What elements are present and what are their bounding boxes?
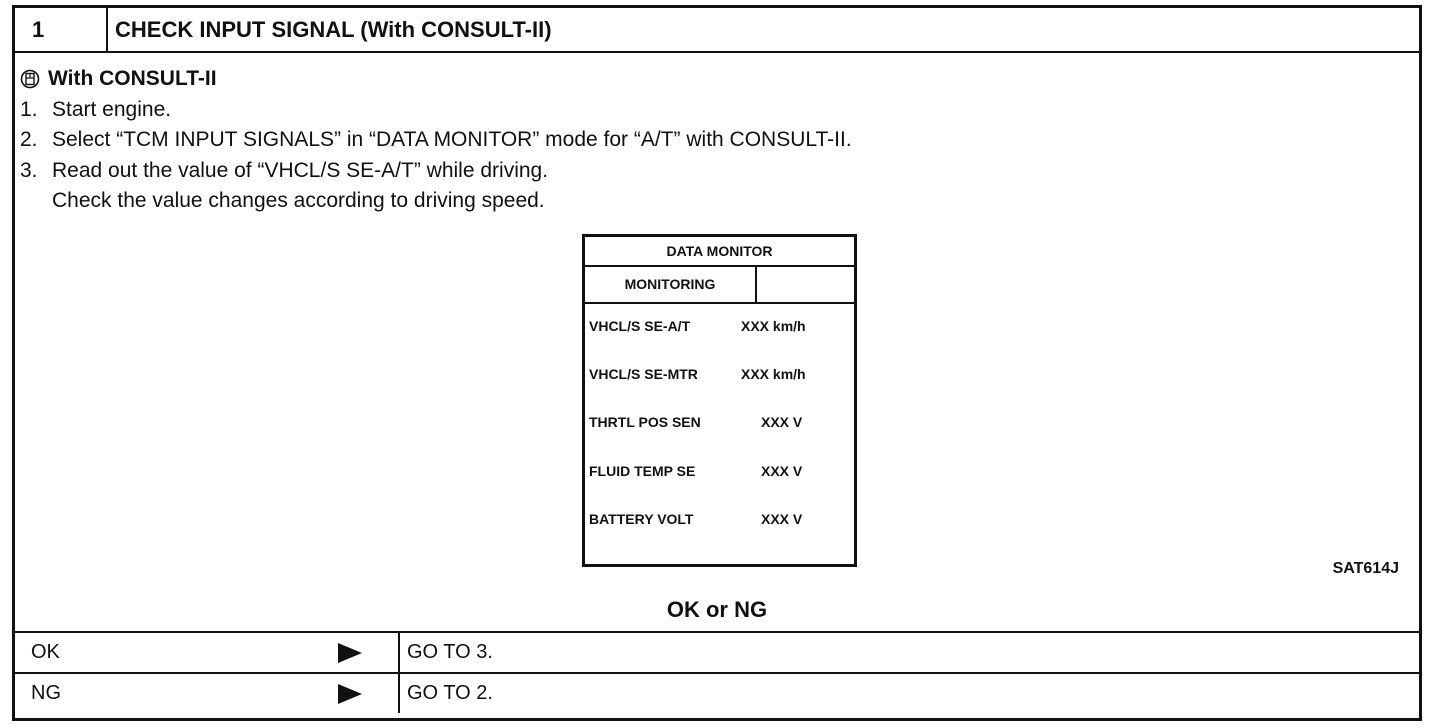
step-header (15, 8, 1419, 53)
monitor-row-value: XXX km/h (741, 318, 806, 334)
result-action: GO TO 2. (407, 682, 493, 704)
result-label: NG (31, 682, 61, 704)
mode-label: With CONSULT-II (48, 67, 217, 90)
monitor-row (589, 461, 802, 481)
monitor-row-value: XXX V (761, 511, 803, 527)
monitor-tab-blank (757, 267, 854, 302)
step-item (20, 95, 1400, 126)
step-item-text: Read out the value of “VHCL/S SE-A/T” while driving. (52, 158, 549, 182)
figure-id: SAT614J (1332, 560, 1399, 577)
result-row-ok (15, 631, 1419, 672)
monitor-row (589, 412, 802, 432)
consult-icon (20, 69, 40, 89)
monitor-row-label: BATTERY VOLT (589, 511, 694, 527)
monitor-row (589, 316, 806, 336)
monitor-tab-bar (585, 267, 854, 304)
monitor-row-value: XXX V (761, 463, 803, 479)
step-item-number: 1. (20, 97, 38, 121)
step-number: 1 (15, 8, 108, 51)
step-item (20, 156, 1400, 187)
step-title: CHECK INPUT SIGNAL (With CONSULT-II) (115, 17, 552, 42)
monitor-title: DATA MONITOR (585, 237, 854, 267)
step-item-text: Start engine. (52, 97, 172, 121)
divider (398, 674, 400, 713)
step-item-number: 3. (20, 158, 38, 182)
monitor-row-label: FLUID TEMP SE (589, 463, 696, 479)
result-label: OK (31, 641, 60, 663)
decision-label: OK or NG (666, 597, 768, 622)
result-action: GO TO 3. (407, 641, 493, 663)
monitor-row (589, 509, 802, 529)
divider (398, 633, 400, 672)
monitor-row-label: VHCL/S SE-A/T (589, 318, 691, 334)
arrow-right-icon (338, 684, 362, 704)
monitor-row-label: THRTL POS SEN (589, 414, 701, 430)
monitor-row-value: XXX km/h (741, 366, 806, 382)
step-item-text: Select “TCM INPUT SIGNALS” in “DATA MONITOR” mode for “A/T” with CONSULT-II. (52, 128, 852, 151)
diagnostic-procedure-box (12, 5, 1422, 721)
instruction-body (20, 64, 1400, 217)
monitor-row (589, 364, 806, 384)
data-monitor-screen (582, 234, 857, 567)
step-item-number: 2. (20, 128, 38, 151)
mode-heading (20, 64, 1400, 95)
result-row-ng (15, 672, 1419, 713)
step-item (20, 125, 1400, 156)
step-item-continuation: Check the value changes according to driving speed. (52, 189, 545, 212)
monitor-tab-monitoring: MONITORING (585, 267, 757, 302)
arrow-right-icon (338, 643, 362, 663)
monitor-row-label: VHCL/S SE-MTR (589, 366, 698, 382)
monitor-row-value: XXX V (761, 414, 803, 430)
